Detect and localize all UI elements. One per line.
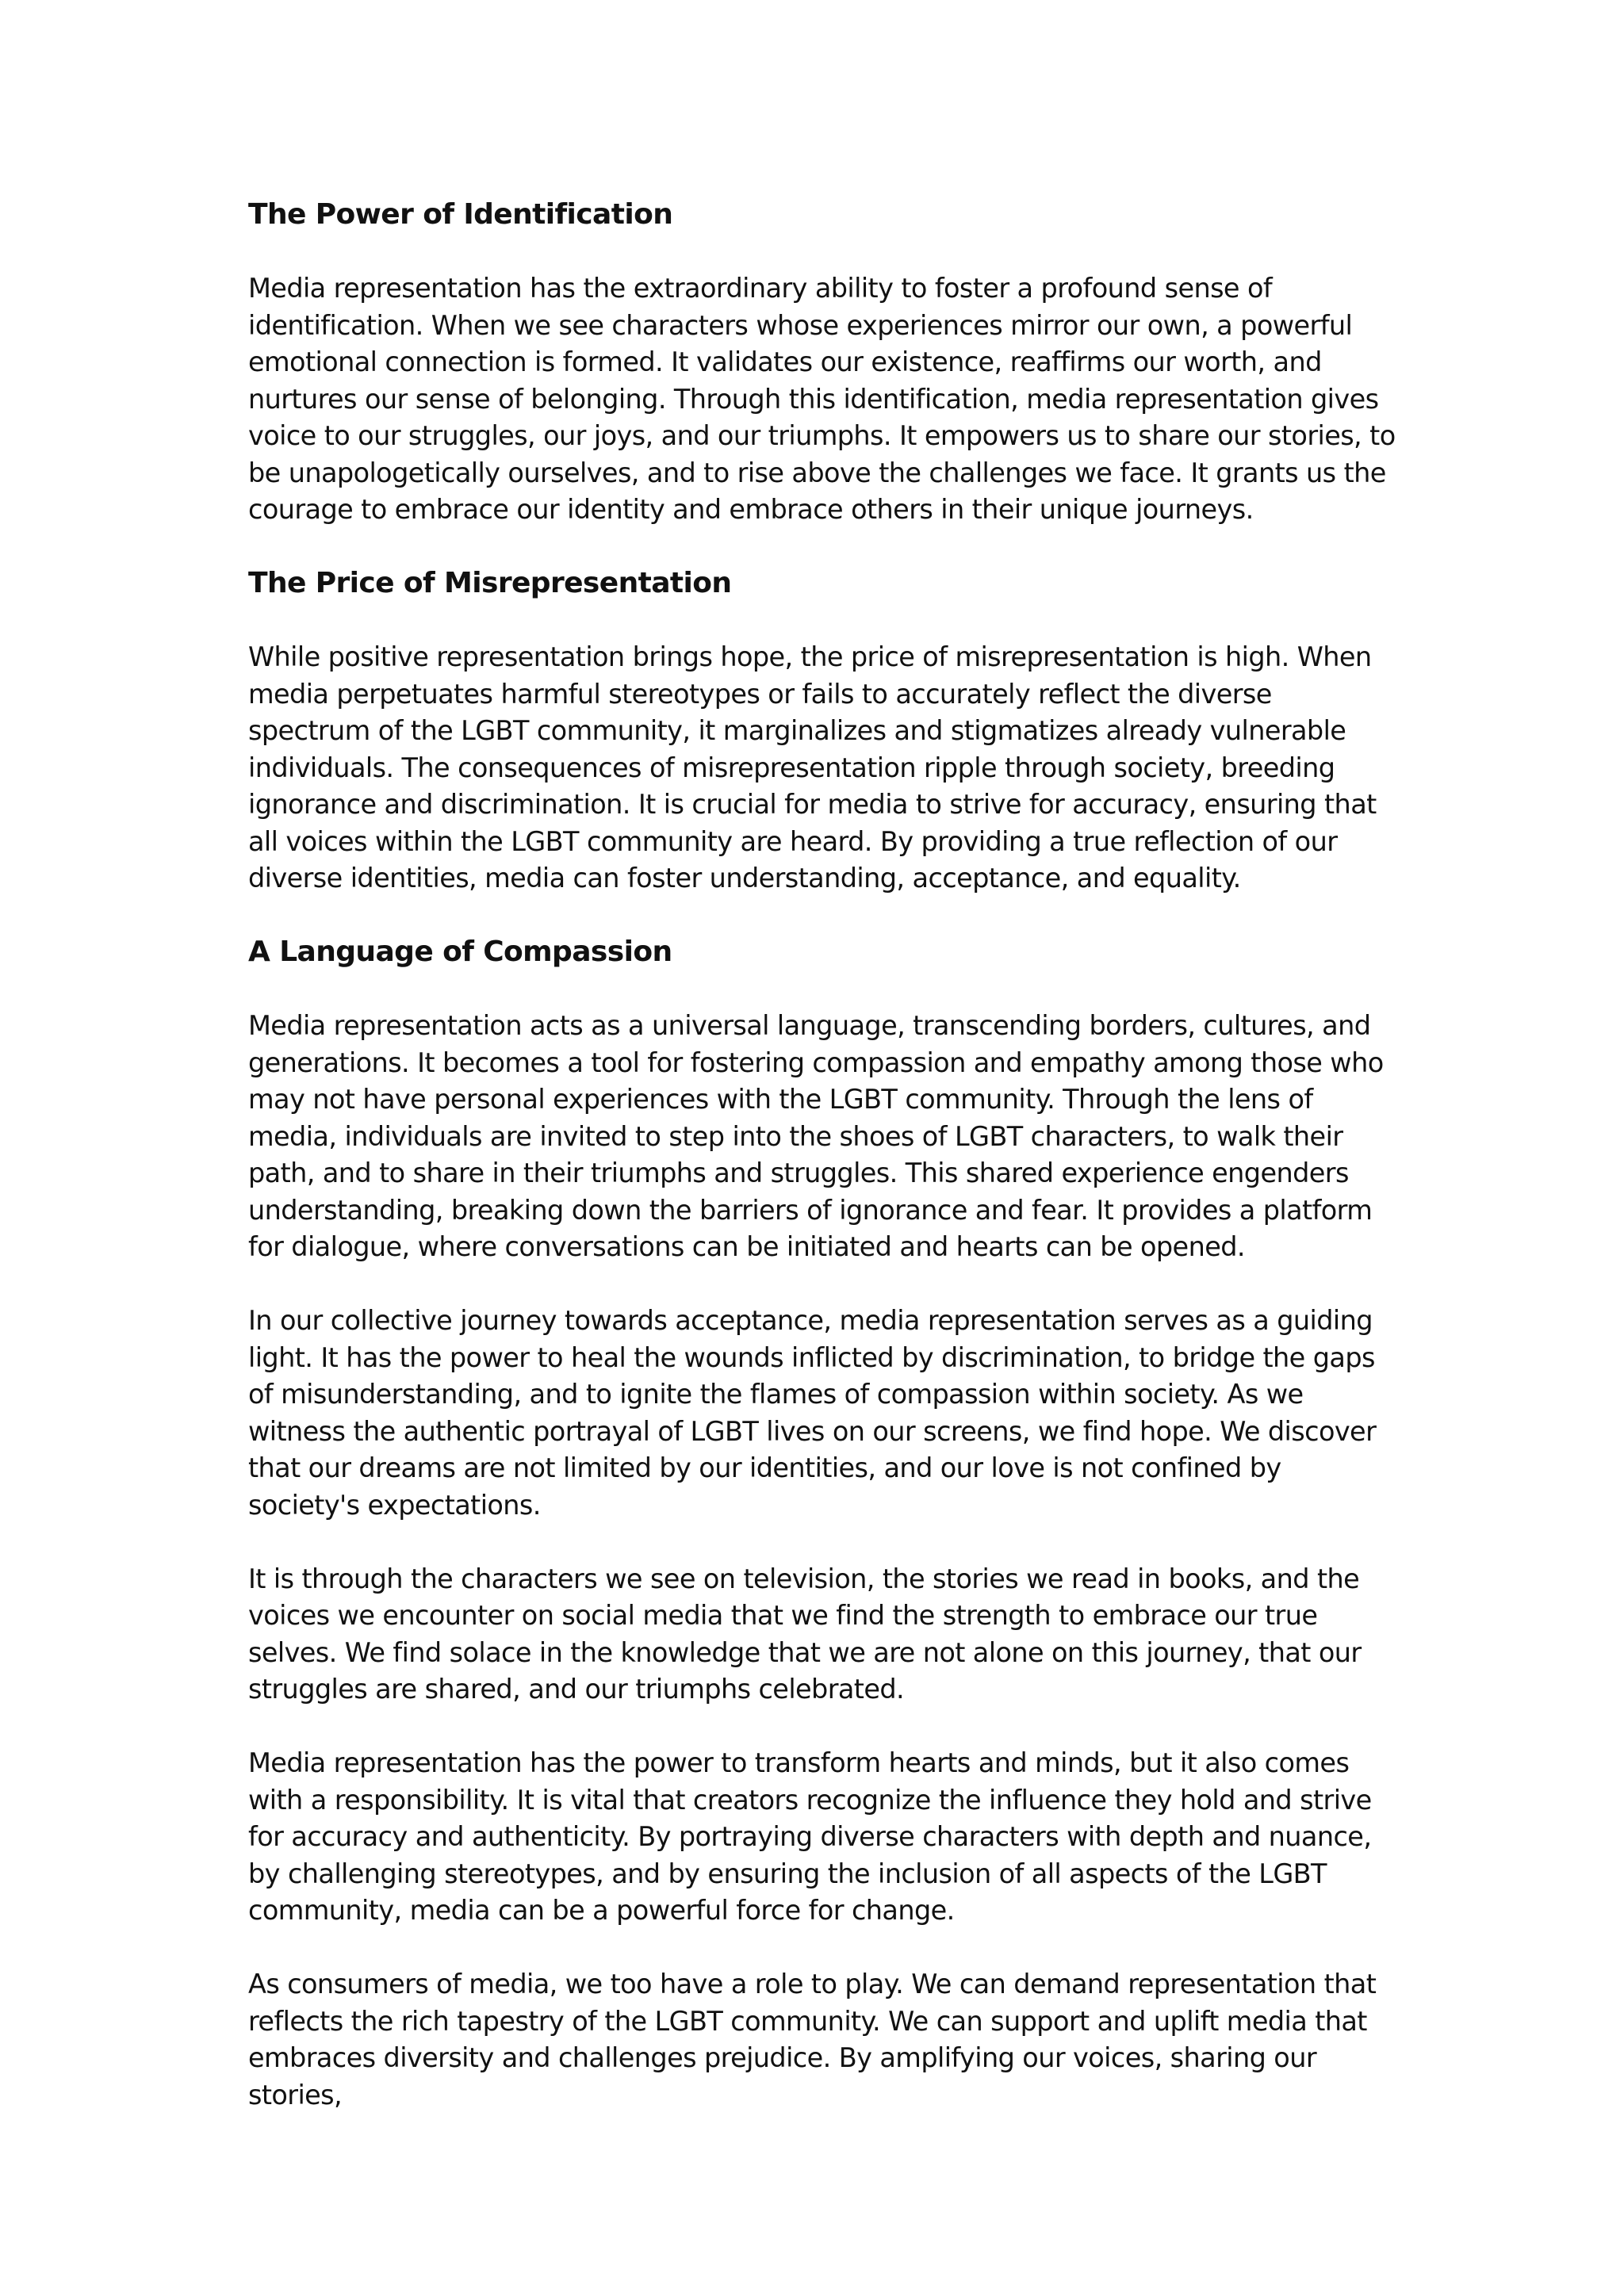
- section-language-of-compassion: [248, 934, 1398, 2114]
- paragraph: As consumers of media, we too have a role to play. We can demand representation that reflects the rich tapestry of the LGBT community. We can support and uplift media that embraces diversity and challenges prejudice. By amplifying our voices, sharing our stories,: [248, 1969, 1377, 2110]
- paragraph: Media representation has the power to transform hearts and minds, but it also comes with a responsibility. It is vital that creators recognize the influence they hold and strive for accuracy and authenticity. By portraying diverse characters with depth and nuance, by challenging stereotypes, and by ensuring the inclusion of all aspects of the LGBT community, media can be a powerful force for change.: [248, 1747, 1372, 1926]
- paragraph: It is through the characters we see on television, the stories we read in books, and the voices we encounter on social media that we find the strength to embrace our true selves. We find solace in the knowledge that we are not alone on this journey, that our struggles are shared, and our triumphs celebrated.: [248, 1563, 1362, 1705]
- paragraph: In our collective journey towards acceptance, media representation serves as a guiding light. It has the power to heal the wounds inflicted by discrimination, to bridge the gaps of misunderstanding, and to ignite the flames of compassion within society. As we witness the authentic portrayal of LGBT lives on our screens, we find hope. We discover that our dreams are not limited by our identities, and our love is not confined by society's expectations.: [248, 1305, 1377, 1521]
- section-heading: The Power of Identification: [248, 198, 673, 231]
- section-heading: The Price of Misrepresentation: [248, 567, 732, 599]
- paragraph: Media representation has the extraordinary ability to foster a profound sense of identification. When we see characters whose experiences mirror our own, a powerful emotional connection is formed. It validates our existence, reaffirms our worth, and nurtures our sense of belonging. Through this identification, media representation gives voice to our struggles, our joys, and our triumphs. It empowers us to share our stories, to be unapologetically ourselves, and to rise above the challenges we face. It grants us the courage to embrace our identity and embrace others in their unique journeys.: [248, 273, 1396, 525]
- document-body: [248, 197, 1398, 2151]
- section-power-of-identification: [248, 197, 1398, 529]
- section-heading: A Language of Compassion: [248, 936, 672, 968]
- paragraph: Media representation acts as a universal language, transcending borders, cultures, and generations. It becomes a tool for fostering compassion and empathy among those who may not have personal experiences with the LGBT community. Through the lens of media, individuals are invited to step into the shoes of LGBT characters, to walk their path, and to share in their triumphs and struggles. This shared experience engenders understanding, breaking down the barriers of ignorance and fear. It provides a platform for dialogue, where conversations can be initiated and hearts can be opened.: [248, 1010, 1384, 1262]
- paragraph: While positive representation brings hope, the price of misrepresentation is high. When media perpetuates harmful stereotypes or fails to accurately reflect the diverse spectrum of the LGBT community, it marginalizes and stigmatizes already vulnerable individuals. The consequences of misrepresentation ripple through society, breeding ignorance and discrimination. It is crucial for media to strive for accuracy, ensuring that all voices within the LGBT community are heard. By providing a true reflection of our diverse identities, media can foster understanding, acceptance, and equality.: [248, 641, 1377, 894]
- section-price-of-misrepresentation: [248, 565, 1398, 897]
